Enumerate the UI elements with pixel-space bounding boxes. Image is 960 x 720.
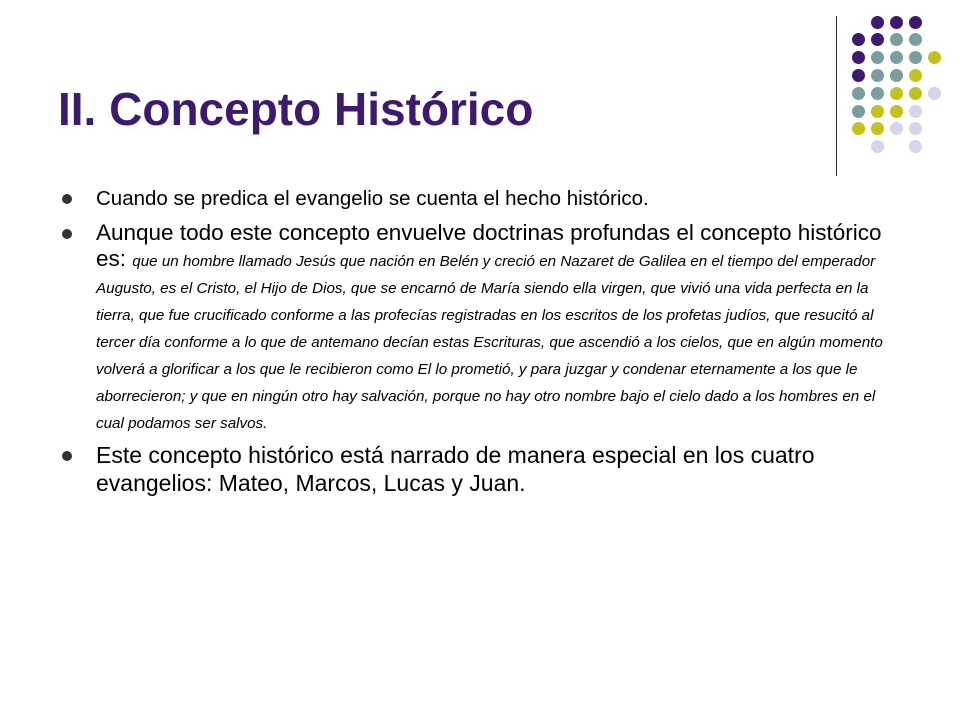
decorative-dot: [871, 105, 884, 118]
decorative-dot: [871, 122, 884, 135]
decorative-dot: [852, 51, 865, 64]
decorative-dot: [852, 69, 865, 82]
decorative-dot: [909, 16, 922, 29]
decorative-dot: [909, 69, 922, 82]
decorative-dot: [871, 51, 884, 64]
decorative-dot: [890, 33, 903, 46]
decorative-dot: [852, 105, 865, 118]
decorative-dot: [871, 87, 884, 100]
decorative-dot: [852, 122, 865, 135]
decorative-dot: [890, 69, 903, 82]
decorative-dot: [909, 51, 922, 64]
bullet-item: [58, 220, 898, 435]
bullet-item: [58, 441, 898, 497]
decorative-dot: [852, 87, 865, 100]
decorative-dot: [871, 16, 884, 29]
decorative-dot: [909, 140, 922, 153]
decorative-dot: [909, 105, 922, 118]
bullet-list: [58, 186, 898, 497]
decorative-dot: [871, 69, 884, 82]
decorative-dot: [909, 87, 922, 100]
decorative-dot: [890, 87, 903, 100]
decorative-dot: [928, 87, 941, 100]
decorative-dot: [871, 140, 884, 153]
decorative-dot: [928, 51, 941, 64]
decorative-dot: [871, 33, 884, 46]
decorative-dot: [890, 122, 903, 135]
divider-line: [836, 16, 837, 176]
bullet-dot-icon: [62, 451, 72, 461]
bullet-dot-icon: [62, 194, 72, 204]
slide-title: II. Concepto Histórico: [58, 83, 534, 135]
bullet-text: Cuando se predica el evangelio se cuenta el hecho histórico.: [96, 187, 649, 210]
decorative-dot: [909, 33, 922, 46]
bullet-item: [58, 186, 898, 212]
bullet-dot-icon: [62, 229, 72, 239]
bullet-quote-text: que un hombre llamado Jesús que nación en Belén y creció en Nazaret de Galilea en el tiempo del emperador Augusto, es el Cristo, el Hijo de Dios, que se encarnó de María siendo ella virgen, que vivió una vida perfecta en la tierra, que fue crucificado conforme a las profecías registradas en los escritos de los profetas judíos, que resucitó al tercer día conforme a lo que de antemano decían estas Escrituras, que ascendió a los cielos, que en algún momento volverá a glorificar a los que le recibieron como El lo prometió, y para juzgar y condenar eternamente a los que le aborrecieron; y que en ningún otro hay salvación, porque no hay otro nombre bajo el cielo dado a los hombres en el cual podamos ser salvos.: [96, 253, 883, 432]
decorative-dot: [890, 16, 903, 29]
decorative-dot: [890, 105, 903, 118]
decorative-dot: [909, 122, 922, 135]
decorative-dot: [890, 51, 903, 64]
decorative-dot: [852, 33, 865, 46]
bullet-lead-text: Aunque todo este concepto envuelve doctrinas profundas el concepto histórico es:: [96, 220, 882, 271]
bullet-text: Este concepto histórico está narrado de manera especial en los cuatro evangelios: Mateo, Marcos, Lucas y Juan.: [96, 442, 815, 496]
